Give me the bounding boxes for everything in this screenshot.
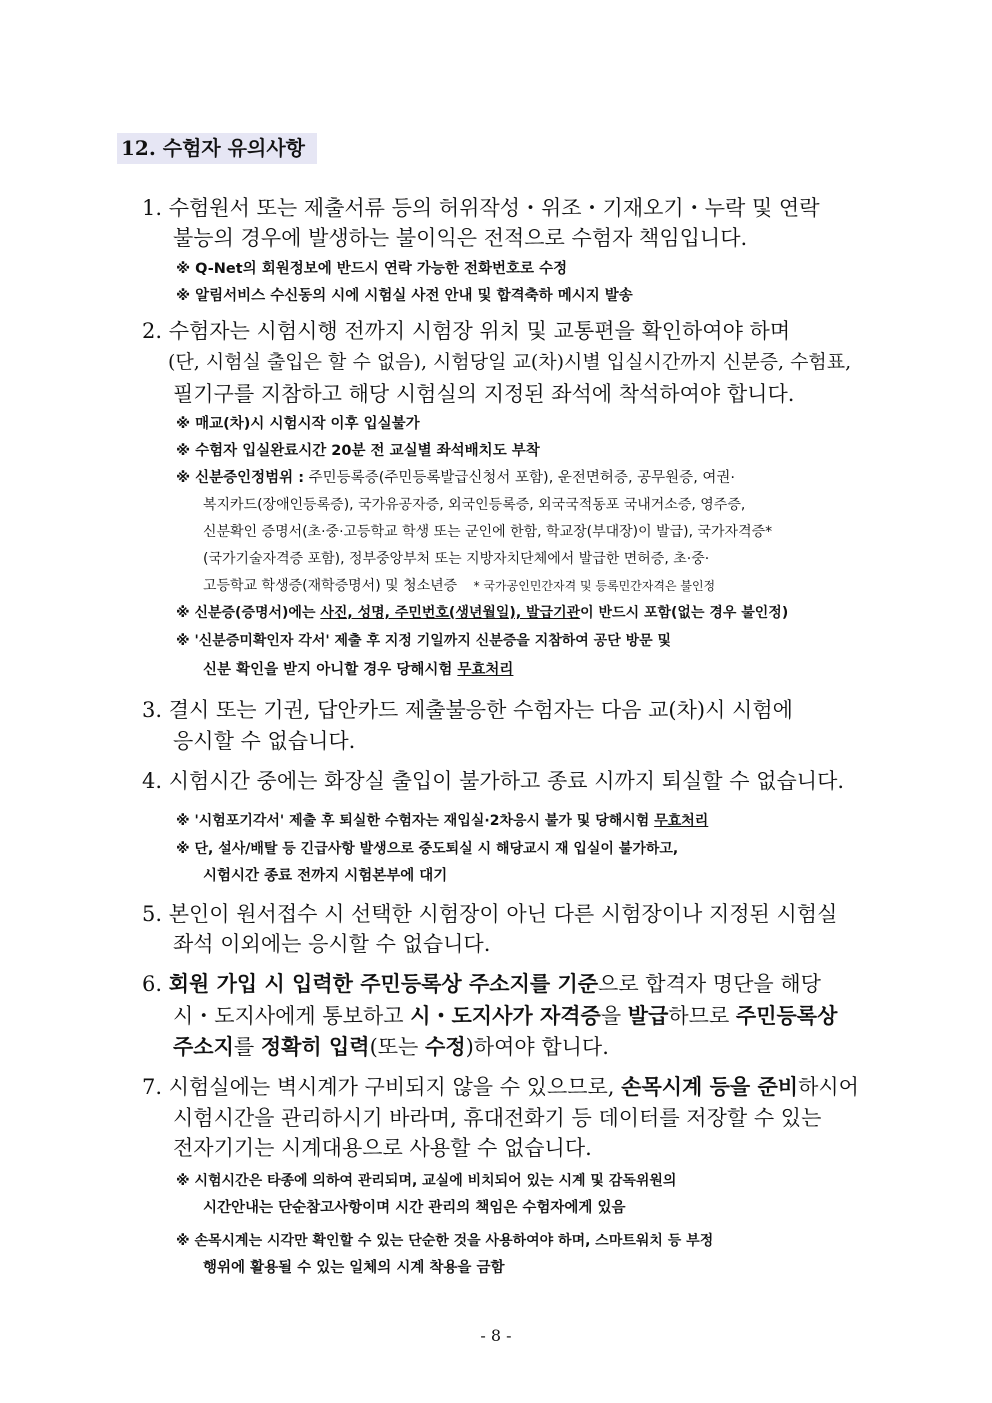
item-6-bold-7: 수정	[425, 1034, 466, 1059]
item-5-line-1: 5. 본인이 원서접수 시 선택한 시험장이 아닌 다른 시험장이나 지정된 시험실	[142, 902, 838, 926]
item-2-note-3-line-3: 신분확인 증명서(초·중·고등학교 학생 또는 군인에 한함, 학교장(부대장)이 발급), 국가자격증*	[203, 524, 773, 540]
item-3-line-1: 3. 결시 또는 기권, 답안카드 제출불응한 수험자는 다음 교(차)시 시험에	[142, 698, 793, 722]
id-range-label: ※ 신분증인정범위 :	[176, 470, 305, 486]
item-6-bold-3: 발급	[627, 1003, 669, 1028]
item-2-note-3-line-1	[176, 467, 735, 489]
item-4-note-2-line-1: ※ 단, 설사/배탈 등 긴급사항 발생으로 중도퇴실 시 해당교시 재 입실이 불가하고,	[176, 841, 679, 857]
item-6-number: 6.	[142, 972, 169, 996]
item-2-note-5-underlined: 무효처리	[457, 662, 514, 678]
item-2-note-4-text-b: 이 반드시 포함(없는 경우 불인정)	[580, 605, 789, 621]
item-6-bold-5: 주소지	[173, 1034, 234, 1059]
item-2-note-1: ※ 매교(차)시 시험시작 이후 입실불가	[176, 416, 420, 432]
item-2-line-1: 2. 수험자는 시험시행 전까지 시험장 위치 및 교통편을 확인하여야 하며	[142, 319, 791, 343]
item-4-line-1: 4. 시험시간 중에는 화장실 출입이 불가하고 종료 시까지 퇴실할 수 없습니다.	[142, 769, 845, 793]
item-2-note-3-line-5	[203, 575, 715, 597]
item-2-note-4-text-a: ※ 신분증(증명서)에는	[176, 605, 321, 621]
id-range-text-1: 주민등록증(주민등록발급신청서 포함), 운전면허증, 공무원증, 여권·	[308, 470, 736, 486]
item-4-note-1	[176, 810, 708, 832]
item-6-bold-2: 시・도지사가 자격증	[410, 1003, 601, 1028]
item-6-text-3: 을	[600, 1004, 628, 1028]
item-2-note-5-line-2	[203, 659, 513, 681]
item-2-note-3-line-4: (국가기술자격증 포함), 정부중앙부처 또는 지방자치단체에서 발급한 면허증, 초·중·	[203, 551, 710, 567]
section-heading: 12. 수험자 유의사항	[117, 133, 317, 164]
item-4-note-1-underlined: 무효처리	[654, 813, 709, 829]
item-6-bold-1: 회원 가입 시 입력한 주민등록상 주소지를 기준	[168, 971, 599, 996]
item-6-text-6: (또는	[369, 1035, 426, 1059]
item-1-line-1: 1. 수험원서 또는 제출서류 등의 허위작성・위조・기재오기・누락 및 연락	[142, 196, 820, 220]
item-2-note-4	[176, 602, 788, 624]
item-7-line-1	[142, 1073, 859, 1101]
item-7-note-2-line-2: 행위에 활용될 수 있는 일체의 시계 착용을 금함	[203, 1260, 505, 1276]
item-2-note-4-underlined: 사진, 성명, 주민번호(생년월일), 발급기관	[320, 605, 581, 621]
item-7-note-1-line-1: ※ 시험시간은 타종에 의하여 관리되며, 교실에 비치되어 있는 시계 및 감독위원의	[176, 1173, 677, 1189]
item-2-line-2: (단, 시험실 출입은 할 수 없음), 시험당일 교(차)시별 입실시간까지 신분증, 수험표,	[168, 351, 852, 373]
item-1-note-2: ※ 알림서비스 수신동의 시에 시험실 사전 안내 및 합격축하 메시지 발송	[176, 288, 633, 304]
id-range-text-5: 고등학교 학생증(재학증명서) 및 청소년증	[203, 578, 458, 594]
item-7-text-1: 7. 시험실에는 벽시계가 구비되지 않을 수 있으므로,	[142, 1075, 622, 1099]
item-6-text-7: )하여야 합니다.	[465, 1035, 609, 1059]
item-3-line-2: 응시할 수 없습니다.	[173, 729, 356, 753]
item-6-line-2	[173, 1002, 837, 1030]
item-6-bold-4: 주민등록상	[735, 1003, 838, 1028]
item-4-note-2-line-2: 시험시간 종료 전까지 시험본부에 대기	[203, 868, 448, 884]
item-7-line-2: 시험시간을 관리하시기 바라며, 휴대전화기 등 데이터를 저장할 수 있는	[173, 1106, 822, 1130]
item-1-line-2: 불능의 경우에 발생하는 불이익은 전적으로 수험자 책임입니다.	[173, 226, 748, 250]
id-range-footnote: * 국가공인민간자격 및 등록민간자격은 불인정	[473, 579, 716, 593]
item-4-note-1-text: ※ '시험포기각서' 제출 후 퇴실한 수험자는 재입실·2차응시 불가 및 당해시험	[176, 813, 655, 829]
item-1-note-1: ※ Q-Net의 회원정보에 반드시 연락 가능한 전화번호로 수정	[176, 261, 568, 277]
item-7-note-1-line-2: 시간안내는 단순참고사항이며 시간 관리의 책임은 수험자에게 있음	[203, 1200, 626, 1216]
item-2-note-5-text: 신분 확인을 받지 아니할 경우 당해시험	[203, 662, 458, 678]
page-number: - 8 -	[480, 1326, 512, 1345]
item-7-note-2-line-1: ※ 손목시계는 시각만 확인할 수 있는 단순한 것을 사용하여야 하며, 스마트워치 등 부정	[176, 1233, 714, 1249]
item-6-text-5: 를	[233, 1035, 261, 1059]
item-2-note-2: ※ 수험자 입실완료시간 20분 전 교실별 좌석배치도 부착	[176, 443, 540, 459]
item-2-note-5-line-1: ※ '신분증미확인자 각서' 제출 후 지정 기일까지 신분증을 지참하여 공단 방문 및	[176, 633, 672, 649]
item-6-line-3	[173, 1033, 609, 1061]
item-2-note-3-line-2: 복지카드(장애인등록증), 국가유공자증, 외국인등록증, 외국국적동포 국내거소증, 영주증,	[203, 497, 746, 513]
item-6-line-1	[142, 970, 821, 998]
item-6-text-1: 으로 합격자 명단을 해당	[598, 972, 821, 996]
item-6-text-2: 시・도지사에게 통보하고	[173, 1004, 411, 1028]
item-7-bold-1: 손목시계 등을 준비	[621, 1074, 799, 1099]
item-6-bold-6: 정확히 입력	[260, 1034, 370, 1059]
item-5-line-2: 좌석 이외에는 응시할 수 없습니다.	[173, 932, 491, 956]
item-7-line-3: 전자기기는 시계대용으로 사용할 수 없습니다.	[173, 1136, 592, 1160]
item-7-text-2: 하시어	[798, 1075, 859, 1099]
item-2-line-3: 필기구를 지참하고 해당 시험실의 지정된 좌석에 착석하여야 합니다.	[173, 382, 795, 406]
item-6-text-4: 하므로	[668, 1004, 736, 1028]
